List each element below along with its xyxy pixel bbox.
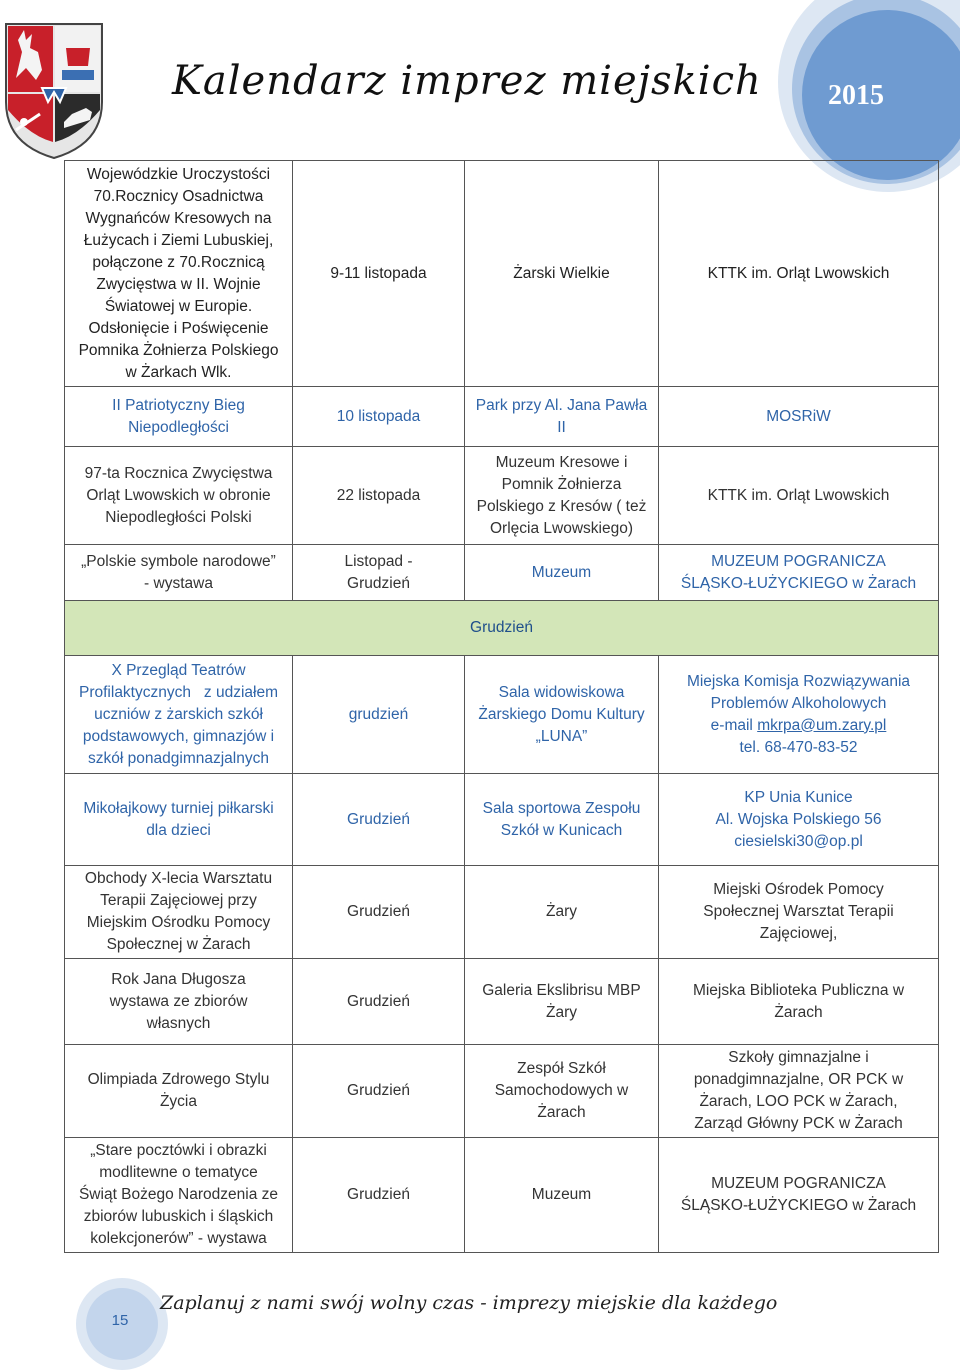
place-cell: Sala sportowa Zespołu Szkół w Kunicach [465,774,659,866]
date-cell: Grudzień [293,774,465,866]
place-cell: Park przy Al. Jana Pawła II [465,387,659,447]
email-link[interactable]: mkrpa@um.zary.pl [757,716,887,734]
date-cell: 9-11 listopada [293,161,465,387]
organizer-cell: KTTK im. Orląt Lwowskich [659,447,939,545]
place-cell: Żary [465,866,659,959]
organizer-cell: KP Unia Kunice Al. Wojska Polskiego 56 ciesielski30@op.pl [659,774,939,866]
table-row [65,161,939,387]
organizer-cell: MUZEUM POGRANICZA ŚLĄSKO-ŁUŻYCKIEGO w Żarach [659,545,939,601]
date-cell: Grudzień [293,1138,465,1253]
organizer-cell: Miejski Ośrodek Pomocy Społecznej Warsztat Terapii Zajęciowej, [659,866,939,959]
place-cell: Galeria Ekslibrisu MBP Żary [465,959,659,1045]
organizer-cell: MUZEUM POGRANICZA ŚLĄSKO-ŁUŻYCKIEGO w Żarach [659,1138,939,1253]
event-cell: X Przegląd Teatrów Profilaktycznych z udziałem uczniów z żarskich szkół podstawowych, gimnazjów i szkół ponadgimnazjalnych [65,656,293,774]
event-cell: „Stare pocztówki i obrazki modlitewne o tematyce Świąt Bożego Narodzenia ze zbiorów lubuskich i śląskich kolekcjonerów” - wystawa [65,1138,293,1253]
place-cell: Muzeum Kresowe i Pomnik Żołnierza Polskiego z Kresów ( też Orlęcia Lwowskiego) [465,447,659,545]
date-cell: Grudzień [293,959,465,1045]
footer-slogan: Zaplanuj z nami swój wolny czas - imprezy miejskie dla każdego [160,1292,778,1314]
event-cell: Rok Jana Długosza wystawa ze zbiorów własnych [65,959,293,1045]
place-cell: Sala widowiskowa Żarskiego Domu Kultury „LUNA” [465,656,659,774]
event-cell: 97-ta Rocznica Zwycięstwa Orląt Lwowskich w obronie Niepodległości Polski [65,447,293,545]
year-badge: 2015 [828,80,884,111]
date-cell: 10 listopada [293,387,465,447]
date-cell: Grudzień [293,866,465,959]
event-cell: II Patriotyczny Bieg Niepodległości [65,387,293,447]
organizer-cell: KTTK im. Orląt Lwowskich [659,161,939,387]
place-cell: Żarski Wielkie [465,161,659,387]
events-table [64,160,939,1253]
organizer-cell: Miejska Komisja Rozwiązywania Problemów Alkoholowych e-mail mkrpa@um.zary.pl tel. 68-470-83-52 [659,656,939,774]
place-cell: Muzeum [465,545,659,601]
organizer-cell: MOSRiW [659,387,939,447]
place-cell: Zespół Szkół Samochodowych w Żarach [465,1045,659,1138]
table-row [65,447,939,545]
month-section-row [65,601,939,656]
date-cell: Listopad - Grudzień [293,545,465,601]
table-row [65,1045,939,1138]
table-row [65,656,939,774]
page-title: Kalendarz imprez miejskich [172,58,762,104]
event-cell: „Polskie symbole narodowe” - wystawa [65,545,293,601]
table-row [65,387,939,447]
date-cell: grudzień [293,656,465,774]
event-cell: Mikołajkowy turniej piłkarski dla dzieci [65,774,293,866]
table-row [65,774,939,866]
event-cell: Obchody X-lecia Warsztatu Terapii Zajęciowej przy Miejskim Ośrodku Pomocy Społecznej w Żarach [65,866,293,959]
table-row [65,1138,939,1253]
table-row [65,545,939,601]
coat-of-arms-logo [2,18,106,162]
date-cell: 22 listopada [293,447,465,545]
event-cell: Wojewódzkie Uroczystości 70.Rocznicy Osadnictwa Wygnańców Kresowych na Łużycach i Ziemi Lubuskiej, połączone z 70.Rocznicą Zwycięstwa w II. Wojnie Światowej w Europie. Odsłonięcie i Poświęcenie Pomnika Żołnierza Polskiego w Żarkach Wlk. [65,161,293,387]
page-number: 15 [111,1312,129,1329]
organizer-cell: Miejska Biblioteka Publiczna w Żarach [659,959,939,1045]
date-cell: Grudzień [293,1045,465,1138]
table-row [65,866,939,959]
month-label: Grudzień [65,601,939,656]
place-cell: Muzeum [465,1138,659,1253]
organizer-cell: Szkoły gimnazjalne i ponadgimnazjalne, OR PCK w Żarach, LOO PCK w Żarach, Zarząd Główny PCK w Żarach [659,1045,939,1138]
table-row [65,959,939,1045]
event-cell: Olimpiada Zdrowego Stylu Życia [65,1045,293,1138]
